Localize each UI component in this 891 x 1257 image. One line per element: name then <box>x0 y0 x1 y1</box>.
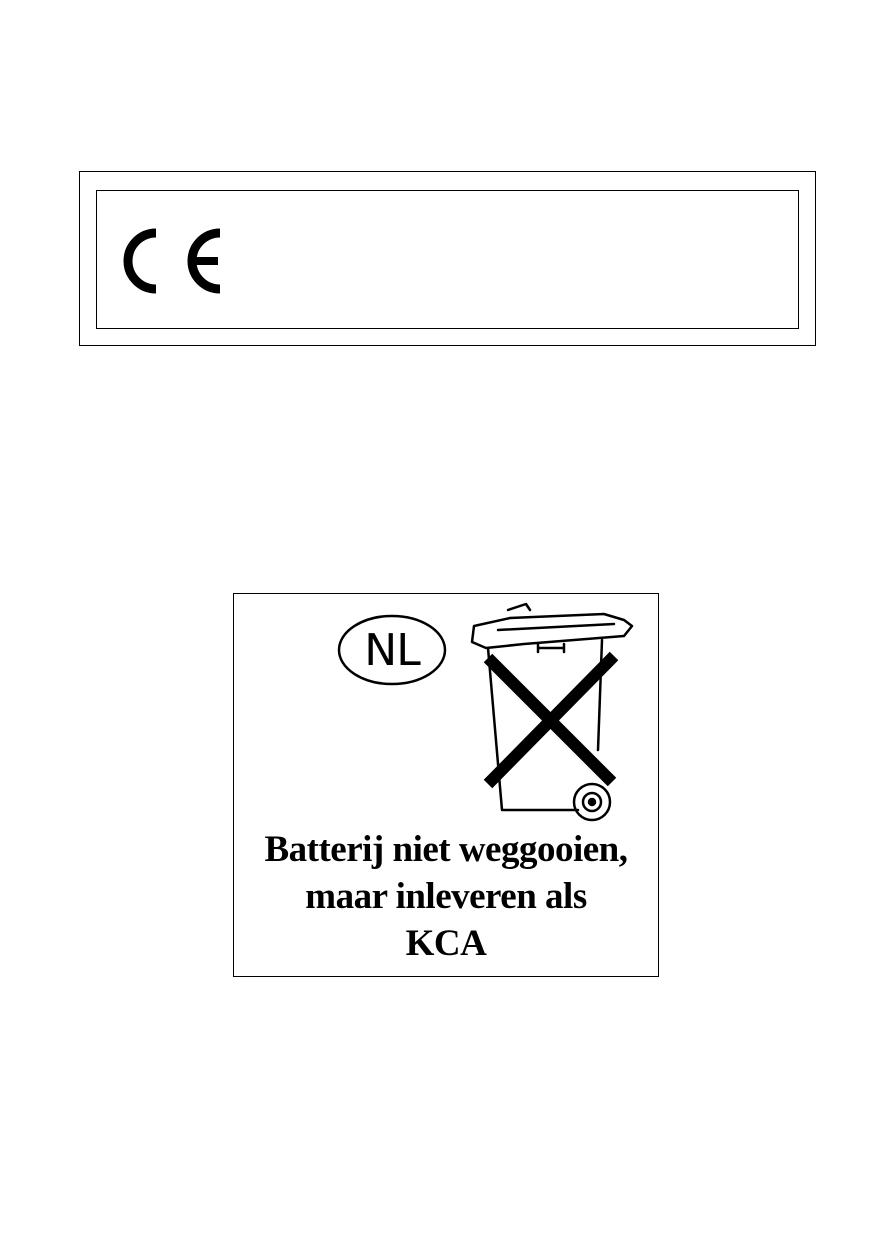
battery-notice-text <box>233 826 659 967</box>
crossed-out-wheelie-bin-icon <box>464 600 636 822</box>
ce-mark-icon <box>112 224 224 298</box>
notice-line-2: maar inleveren als <box>305 876 587 917</box>
notice-line-3: KCA <box>405 923 487 964</box>
notice-line-1: Batterij niet weggooien, <box>264 829 628 870</box>
country-code-label: NL <box>364 625 420 676</box>
